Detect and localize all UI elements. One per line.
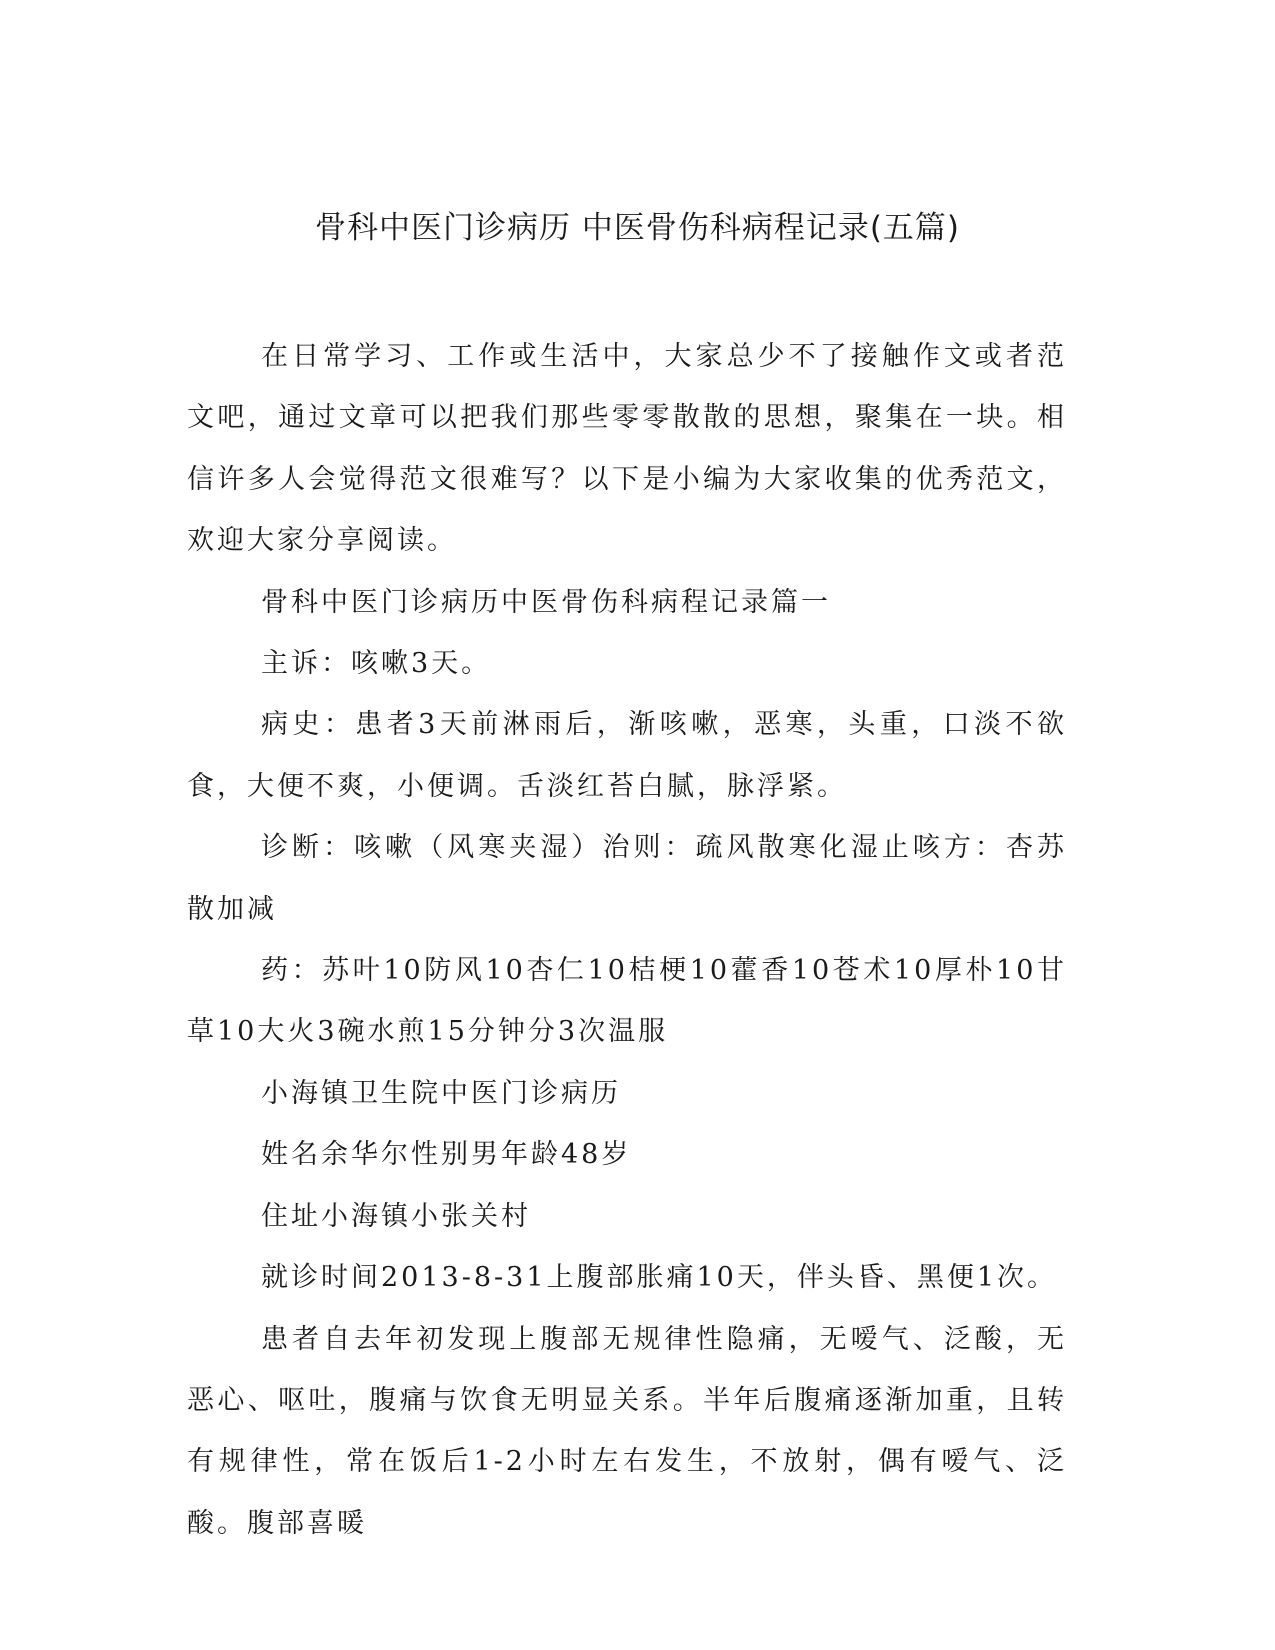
document-body — [187, 326, 1067, 1554]
paragraph-present-illness: 患者自去年初发现上腹部无规律性隐痛，无嗳气、泛酸，无恶心、呕吐，腹痛与饮食无明显关系。半年后腹痛逐渐加重，且转有规律性，常在饭后1-2小时左右发生，不放射，偶有嗳气、泛酸。腹部喜暖 — [187, 1323, 1067, 1539]
paragraph-intro: 在日常学习、工作或生活中，大家总少不了接触作文或者范文吧，通过文章可以把我们那些零零散散的思想，聚集在一块。相信许多人会觉得范文很难写？以下是小编为大家收集的优秀范文，欢迎大家分享阅读。 — [187, 341, 1067, 557]
document-title: 骨科中医门诊病历 中医骨伤科病程记录(五篇) — [314, 210, 961, 246]
paragraph-visit-time: 就诊时间2013-8-31上腹部胀痛10天，伴头昏、黑便1次。 — [261, 1262, 1058, 1294]
section-heading-part-one: 骨科中医门诊病历中医骨伤科病程记录篇一 — [261, 586, 831, 618]
paragraph-patient-info: 姓名余华尔性别男年龄48岁 — [261, 1139, 632, 1171]
paragraph-chief-complaint: 主诉：咳嗽3天。 — [261, 648, 492, 680]
paragraph-address: 住址小海镇小张关村 — [261, 1200, 531, 1232]
paragraph-prescription: 药：苏叶10防风10杏仁10桔梗10藿香10苍术10厚朴10甘草10大火3碗水煎15分钟分3次温服 — [187, 955, 1067, 1048]
paragraph-clinic-name: 小海镇卫生院中医门诊病历 — [261, 1077, 621, 1109]
paragraph-medical-history: 病史：患者3天前淋雨后，渐咳嗽，恶寒，头重，口淡不欲食，大便不爽，小便调。舌淡红苔白腻，脉浮紧。 — [187, 709, 1067, 802]
paragraph-diagnosis: 诊断：咳嗽（风寒夹湿）治则：疏风散寒化湿止咳方：杏苏散加减 — [187, 832, 1067, 925]
